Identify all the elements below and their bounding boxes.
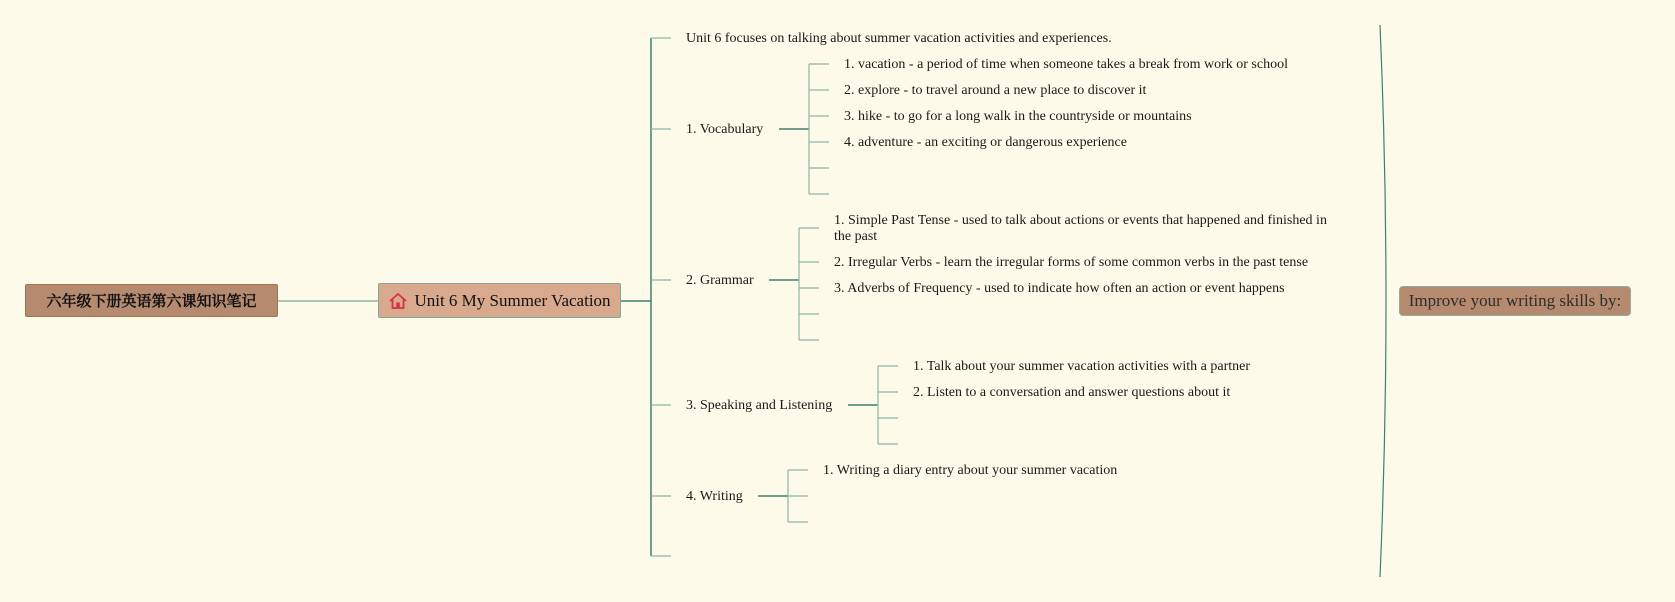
vocabulary-item[interactable]: 1. vacation - a period of time when someone takes a break from work or school (844, 57, 1288, 72)
vocabulary-item[interactable]: 3. hike - to go for a long walk in the countryside or mountains (844, 109, 1192, 124)
vocabulary-item[interactable]: 2. explore - to travel around a new place to discover it (844, 83, 1147, 98)
grammar-item[interactable]: 2. Irregular Verbs - learn the irregular forms of some common verbs in the past tense (834, 255, 1309, 270)
branch-speaking-listening[interactable]: 3. Speaking and Listening (686, 398, 833, 413)
vocabulary-item[interactable]: 4. adventure - an exciting or dangerous experience (844, 135, 1127, 150)
speaking-item[interactable]: 2. Listen to a conversation and answer questions about it (913, 385, 1231, 400)
branch-writing[interactable]: 4. Writing (686, 489, 743, 504)
root-topic[interactable]: 六年级下册英语第六课知识笔记 (25, 284, 278, 317)
branch-grammar[interactable]: 2. Grammar (686, 273, 754, 288)
summary-topic[interactable]: Improve your writing skills by: (1399, 286, 1631, 316)
main-topic-label: Unit 6 My Summer Vacation (414, 290, 611, 310)
main-topic[interactable] (378, 283, 621, 318)
summary-bracket (1380, 25, 1386, 577)
branch-vocabulary[interactable]: 1. Vocabulary (686, 122, 764, 137)
grammar-item[interactable]: 1. Simple Past Tense - used to talk about actions or events that happened and finished in the past (834, 213, 1327, 244)
writing-item[interactable]: 1. Writing a diary entry about your summer vacation (823, 463, 1118, 478)
home-icon (388, 291, 408, 311)
speaking-item[interactable]: 1. Talk about your summer vacation activities with a partner (913, 359, 1250, 374)
grammar-item[interactable]: 3. Adverbs of Frequency - used to indicate how often an action or event happens (834, 281, 1285, 296)
intro-text[interactable]: Unit 6 focuses on talking about summer vacation activities and experiences. (686, 31, 1112, 46)
